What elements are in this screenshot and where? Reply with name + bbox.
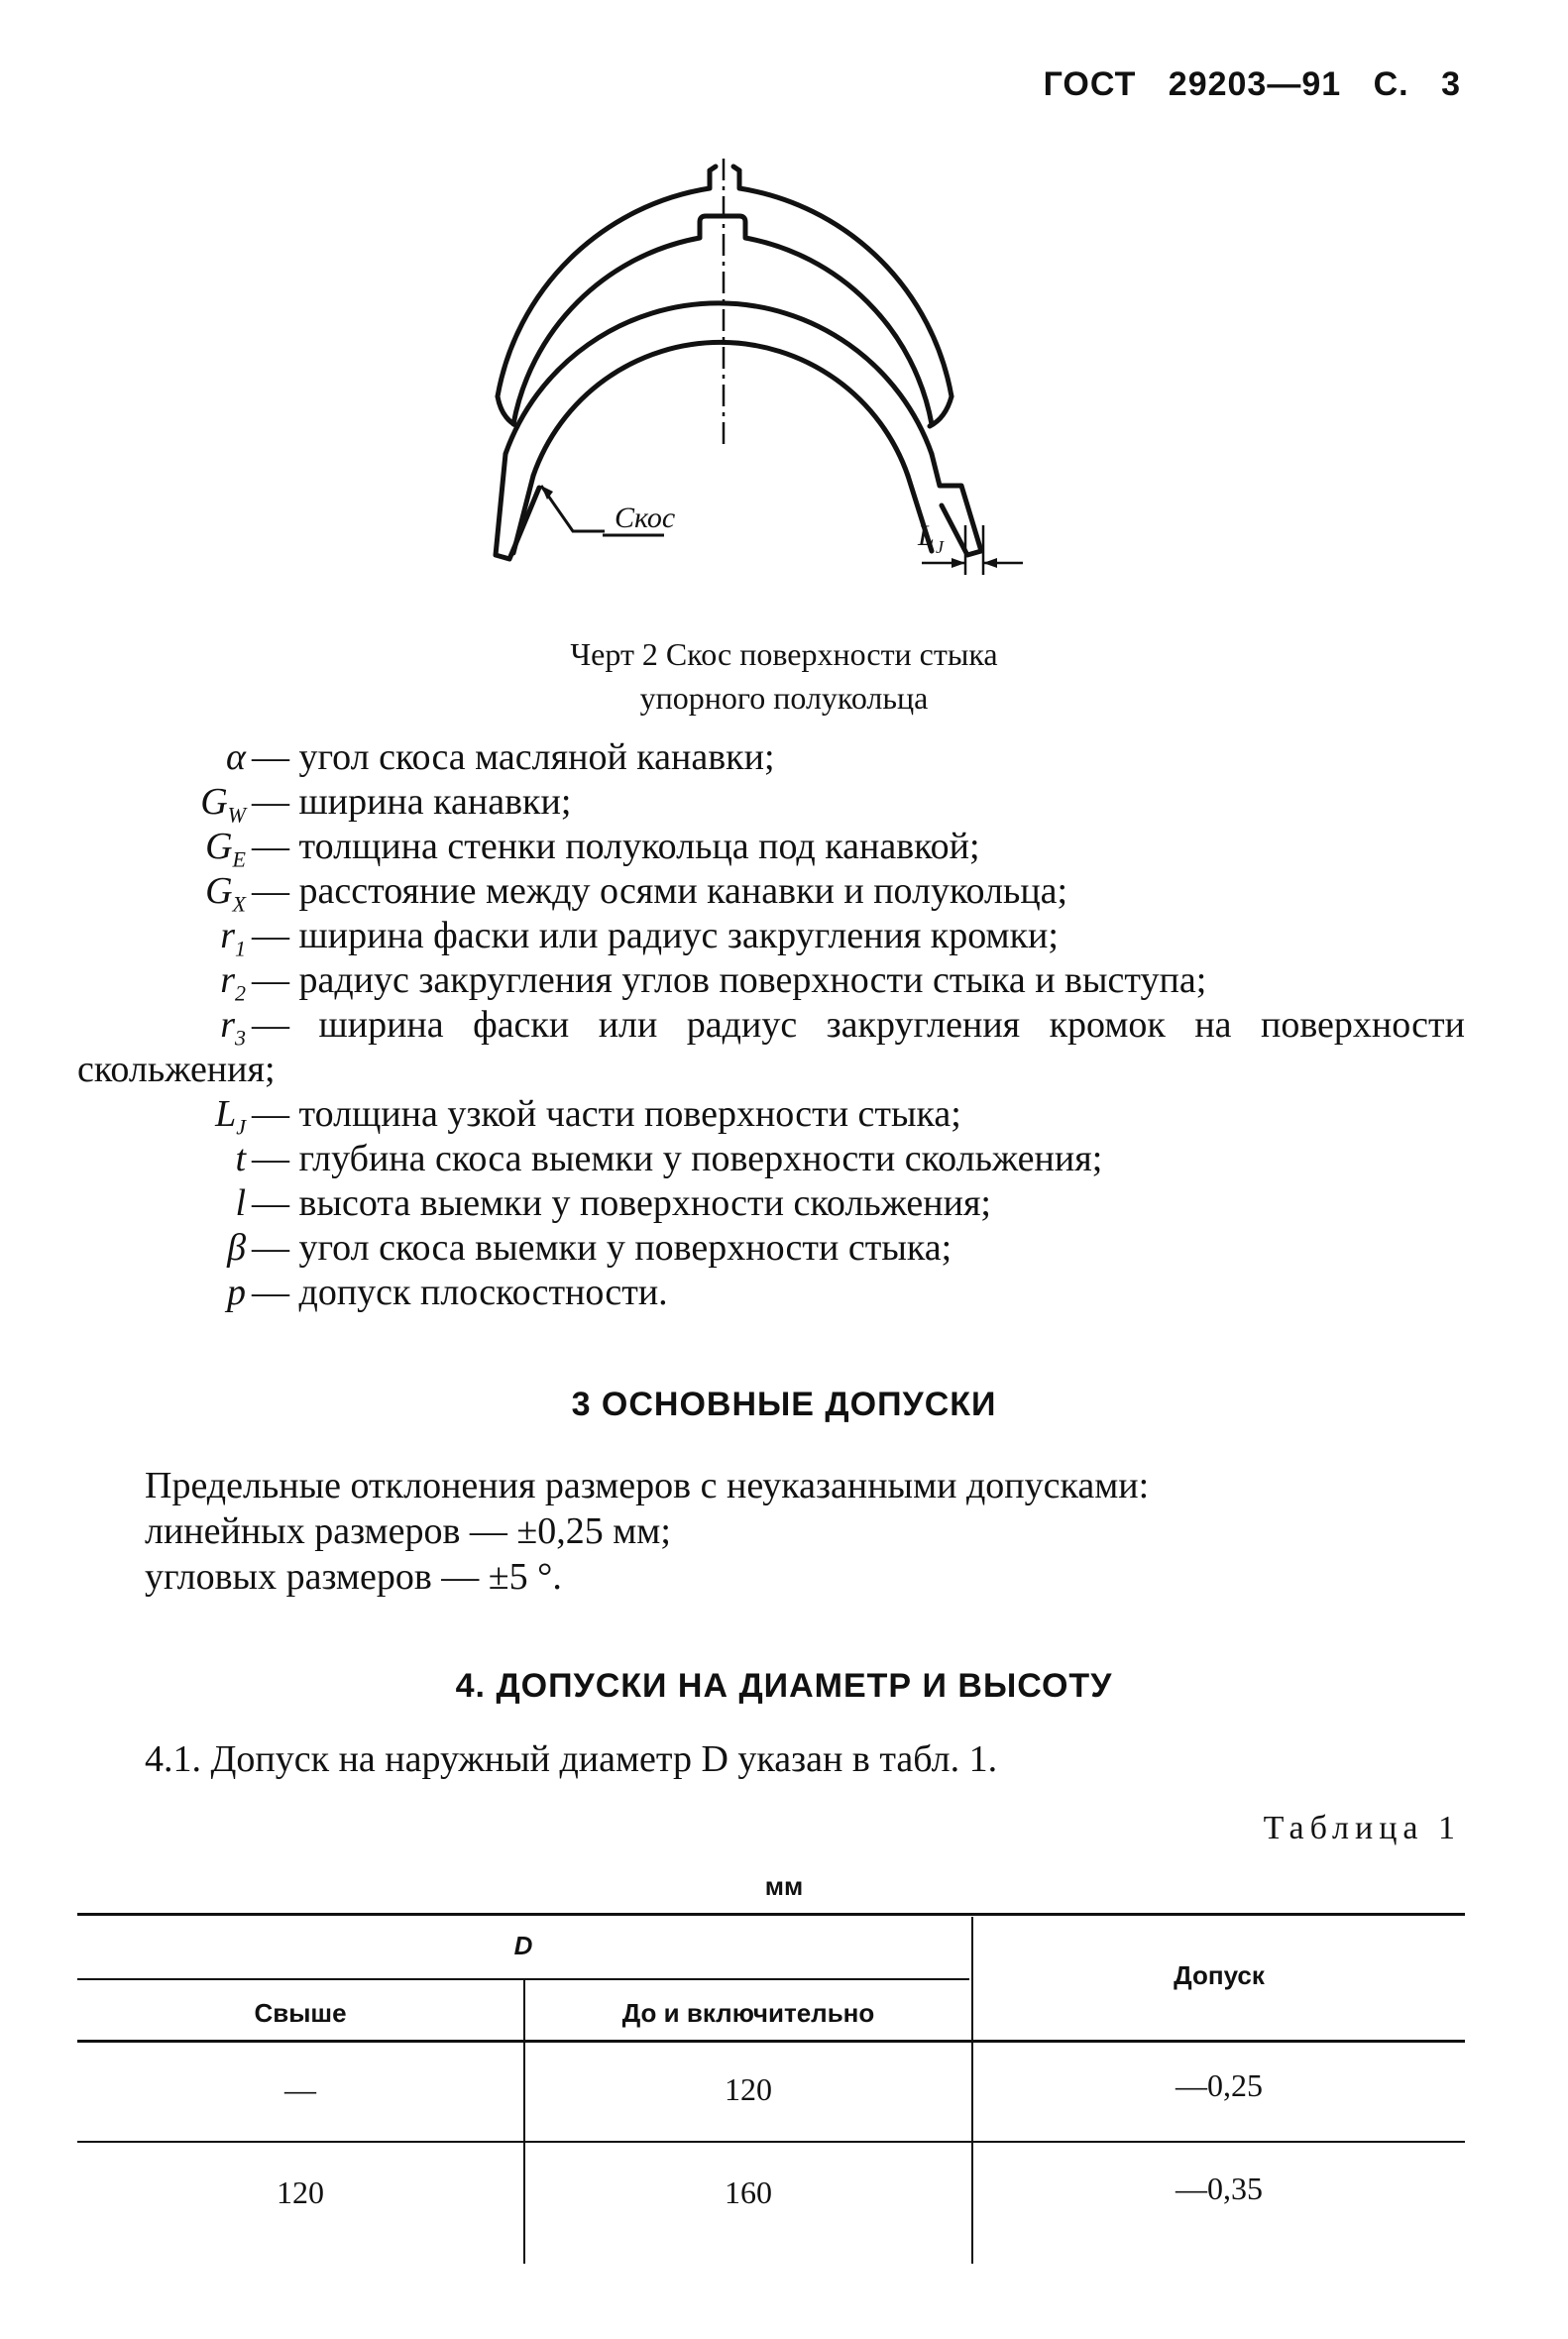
caption-line-2: упорного полукольца [639,680,929,716]
drawing-svg [466,159,1080,614]
table-group-header: D [513,1931,533,1960]
definition-text: — глубина скоса выемки у поверхности скольжения; [252,1138,1103,1179]
definition-symbol: β [227,1227,246,1269]
definition-symbol: $L_J$ [215,1093,246,1140]
definition-text: — угол скоса выемки у поверхности стыка; [252,1227,952,1269]
lj-label: L [918,519,935,552]
definition-symbol: $G_E$ [205,826,246,872]
table-row-rule [77,2141,1465,2143]
definition-symbol: t [235,1138,246,1179]
definition-row [77,780,1485,828]
thrust-half-ring-drawing [466,159,1080,614]
definition-row [77,825,1485,872]
table-cell-upto: 120 [725,2071,772,2107]
definition-symbol: p [227,1272,246,1313]
symbol-definitions [77,735,1485,1315]
definition-text: — угол скоса масляной канавки; [252,736,775,778]
table-cell-upto: 160 [725,2174,772,2210]
definition-text: — расстояние между осями канавки и полукольца; [252,870,1068,912]
definition-text: — ширина канавки; [252,781,572,823]
caption-line-1: Черт 2 Скос поверхности стыка [570,636,998,672]
definition-row [77,1003,1485,1092]
table-top-rule [77,1913,1465,1916]
definition-symbol: α [226,736,246,778]
table-units: мм [764,1871,804,1901]
definition-row [77,914,1485,961]
table-header-rule [77,2040,1465,2043]
tolerance-table [77,1913,1465,2270]
definition-symbol: $r_1$ [220,915,246,961]
table-title: Таблица 1 [1263,1810,1461,1846]
table-cell-tolerance: —0,35 [1176,2171,1263,2206]
figure-caption [0,632,1568,720]
definition-row [77,1181,1485,1226]
table-cell-over: — [284,2071,316,2107]
definition-text: — радиус закругления углов поверхности стыка и выступа; [252,959,1207,1001]
definition-row [77,958,1485,1006]
definition-text: — допуск плоскостности. [252,1272,668,1313]
table-col-upto: До и включительно [621,1998,875,2028]
definition-symbol: $r_2$ [220,959,246,1006]
section-3-line-3: угловых размеров — ±5 °. [145,1556,562,1598]
definition-symbol: $r_3$ [220,1004,246,1051]
section-4-heading: 4. ДОПУСКИ НА ДИАМЕТР И ВЫСОТУ [455,1667,1113,1705]
section-4-paragraph: 4.1. Допуск на наружный диаметр D указан в табл. 1. [145,1738,998,1780]
section-3-heading: 3 ОСНОВНЫЕ ДОПУСКИ [571,1386,997,1423]
definition-symbol: $G_X$ [205,870,246,917]
table-col-tolerance: Допуск [1174,1960,1265,1990]
section-3-line-2: линейных размеров — ±0,25 мм; [145,1510,671,1552]
bevel-label: Скос [615,501,676,534]
definition-text: — ширина фаски или радиус закругления кромок на поверхности скольжения; [77,1004,1465,1090]
definition-row [77,1092,1485,1140]
definition-text: — высота выемки у поверхности скольжения; [252,1182,991,1224]
definition-symbol: $G_W$ [200,781,246,828]
table-cell-over: 120 [277,2174,324,2210]
definition-text: — ширина фаски или радиус закругления кромки; [252,915,1059,956]
definition-row [77,735,1485,780]
page-header [1044,65,1461,104]
definition-text: — толщина узкой части поверхности стыка; [252,1093,961,1135]
table-col-over: Свыше [254,1998,347,2028]
section-3-line-1: Предельные отклонения размеров с неуказанными допусками: [145,1465,1150,1506]
table-cell-tolerance: —0,25 [1176,2067,1263,2103]
definition-row [77,1271,1485,1315]
definition-text: — толщина стенки полукольца под канавкой; [252,826,980,867]
definition-symbol: l [235,1182,246,1224]
definition-row [77,869,1485,917]
standard-number: 29203—91 [1168,65,1342,103]
standard-label: ГОСТ [1043,65,1137,103]
definition-row [77,1226,1485,1271]
definition-row [77,1137,1485,1181]
lj-label-subscript: J [936,537,944,557]
page-number: 3 [1441,65,1461,103]
page-label: С. [1373,65,1409,103]
